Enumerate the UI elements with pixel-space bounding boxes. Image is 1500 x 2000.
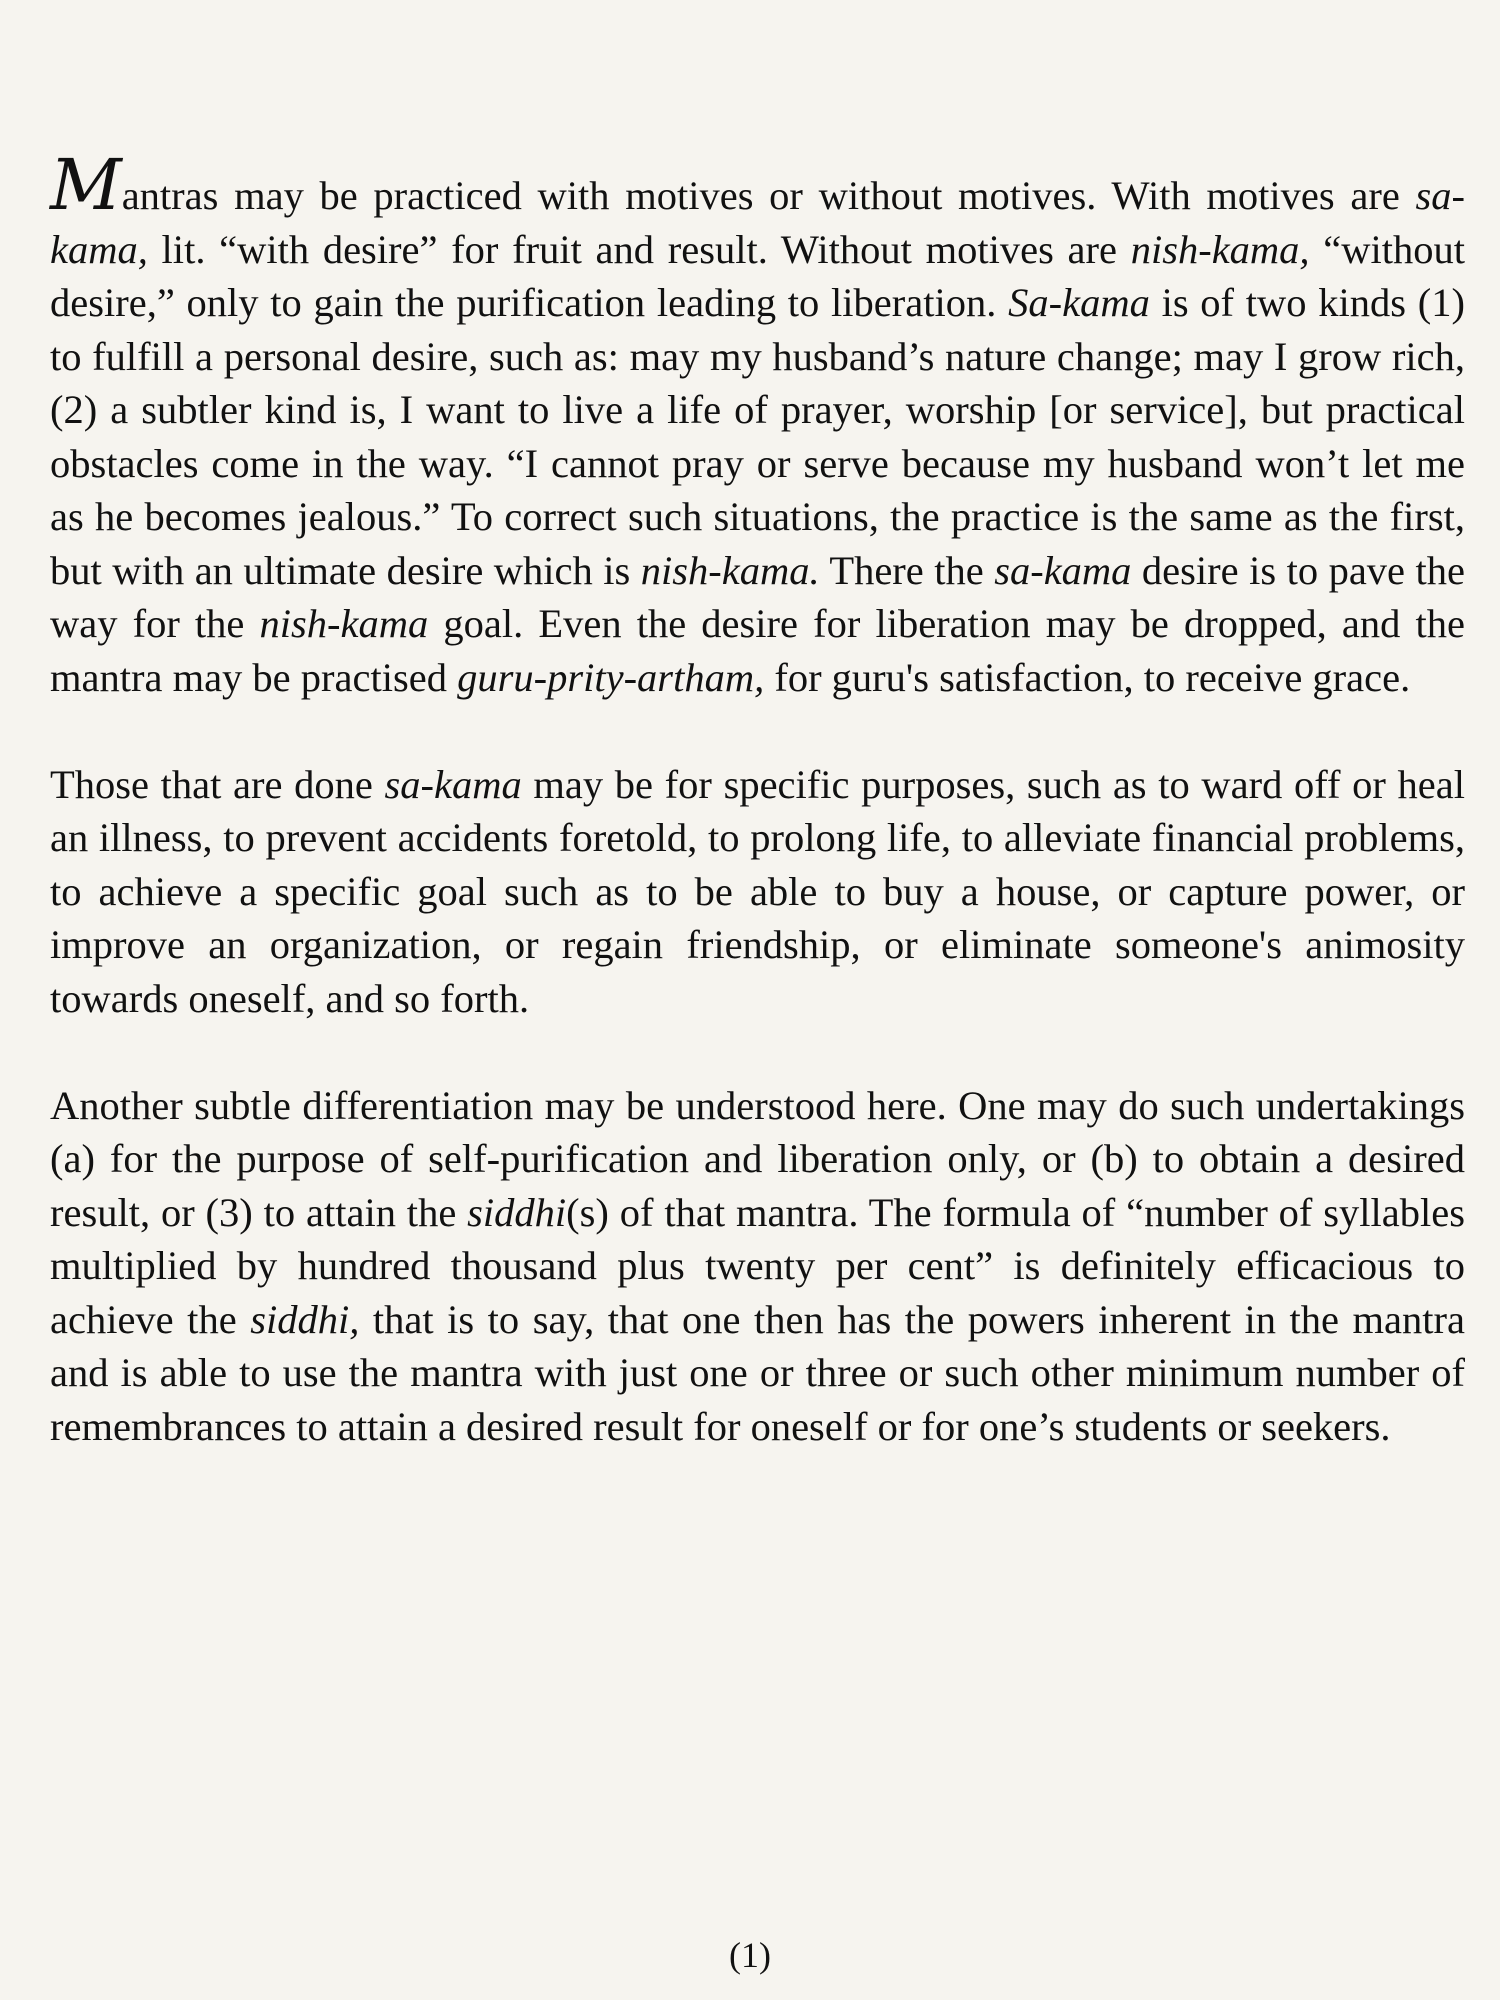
- text-run: is of two kinds (1) to fulfill a personal desire, such as: may my husband’s nature change; may I grow rich, (2) a subtler kind is, I want to live a life of prayer, worship [or service], but practical obstacles come in the way. “I cannot pray or serve because my husband won’t let me as he becomes jealous.” To correct such situations, the practice is the same as the first, but with an ultimate desire which is: [50, 280, 1465, 593]
- text-run: Those that are done: [50, 761, 385, 807]
- text-run: “without desire,” only to gain the purification leading to liberation.: [50, 226, 1465, 325]
- text-run: for guru's satisfaction, to receive grace.: [764, 654, 1411, 700]
- italic-term: sa-kama: [384, 761, 522, 807]
- page-number: (1): [729, 1935, 771, 1975]
- italic-term: siddhi: [467, 1189, 567, 1235]
- text-run: desire is to pave the way for the: [50, 547, 1465, 646]
- text-run: (s) of that mantra. The formula of “number of syllables multiplied by hundred thousand plus twenty per cent” is definitely efficacious to achieve the: [50, 1189, 1465, 1342]
- italic-term: nish-kama,: [1130, 226, 1310, 272]
- paragraph-1: [50, 144, 1465, 704]
- italic-term: nish-kama: [259, 601, 429, 646]
- drop-cap: M: [50, 144, 122, 226]
- text-run: goal. Even the desire for liberation may be dropped, and the mantra may be practised: [50, 601, 1465, 700]
- paragraph-2: [50, 758, 1465, 1026]
- italic-term: sa-kama: [994, 547, 1132, 593]
- italic-term: Sa-kama: [1008, 280, 1150, 325]
- italic-term: guru-prity-artham,: [457, 654, 765, 700]
- text-run: antras may be practiced with motives or without motives. With motives are: [121, 173, 1416, 218]
- italic-term: sa-kama,: [50, 173, 1465, 272]
- paragraph-3: [50, 1079, 1465, 1454]
- text-run: that is to say, that one then has the powers inherent in the mantra and is able to use the mantra with just one or three or such other minimum number of remembrances to attain a desired result for oneself or for one’s students or seekers.: [50, 1296, 1465, 1449]
- text-run: There the: [819, 547, 995, 593]
- text-run: Another subtle differentiation may be understood here. One may do such undertakings (a) for the purpose of self-purification and liberation only, or (b) to obtain a desired result, or (3) to attain the: [50, 1082, 1465, 1235]
- body-text: [50, 144, 1465, 1507]
- italic-term: nish-kama.: [640, 547, 820, 593]
- text-run: may be for specific purposes, such as to ward off or heal an illness, to prevent accidents foretold, to prolong life, to alleviate financial problems, to achieve a specific goal such as to be able to buy a house, or capture power, or improve an organization, or regain friendship, or eliminate someone's animosity towards oneself, and so forth.: [50, 761, 1465, 1021]
- text-run: lit. “with desire” for fruit and result. Without motives are: [147, 226, 1131, 272]
- italic-term: siddhi,: [250, 1296, 360, 1342]
